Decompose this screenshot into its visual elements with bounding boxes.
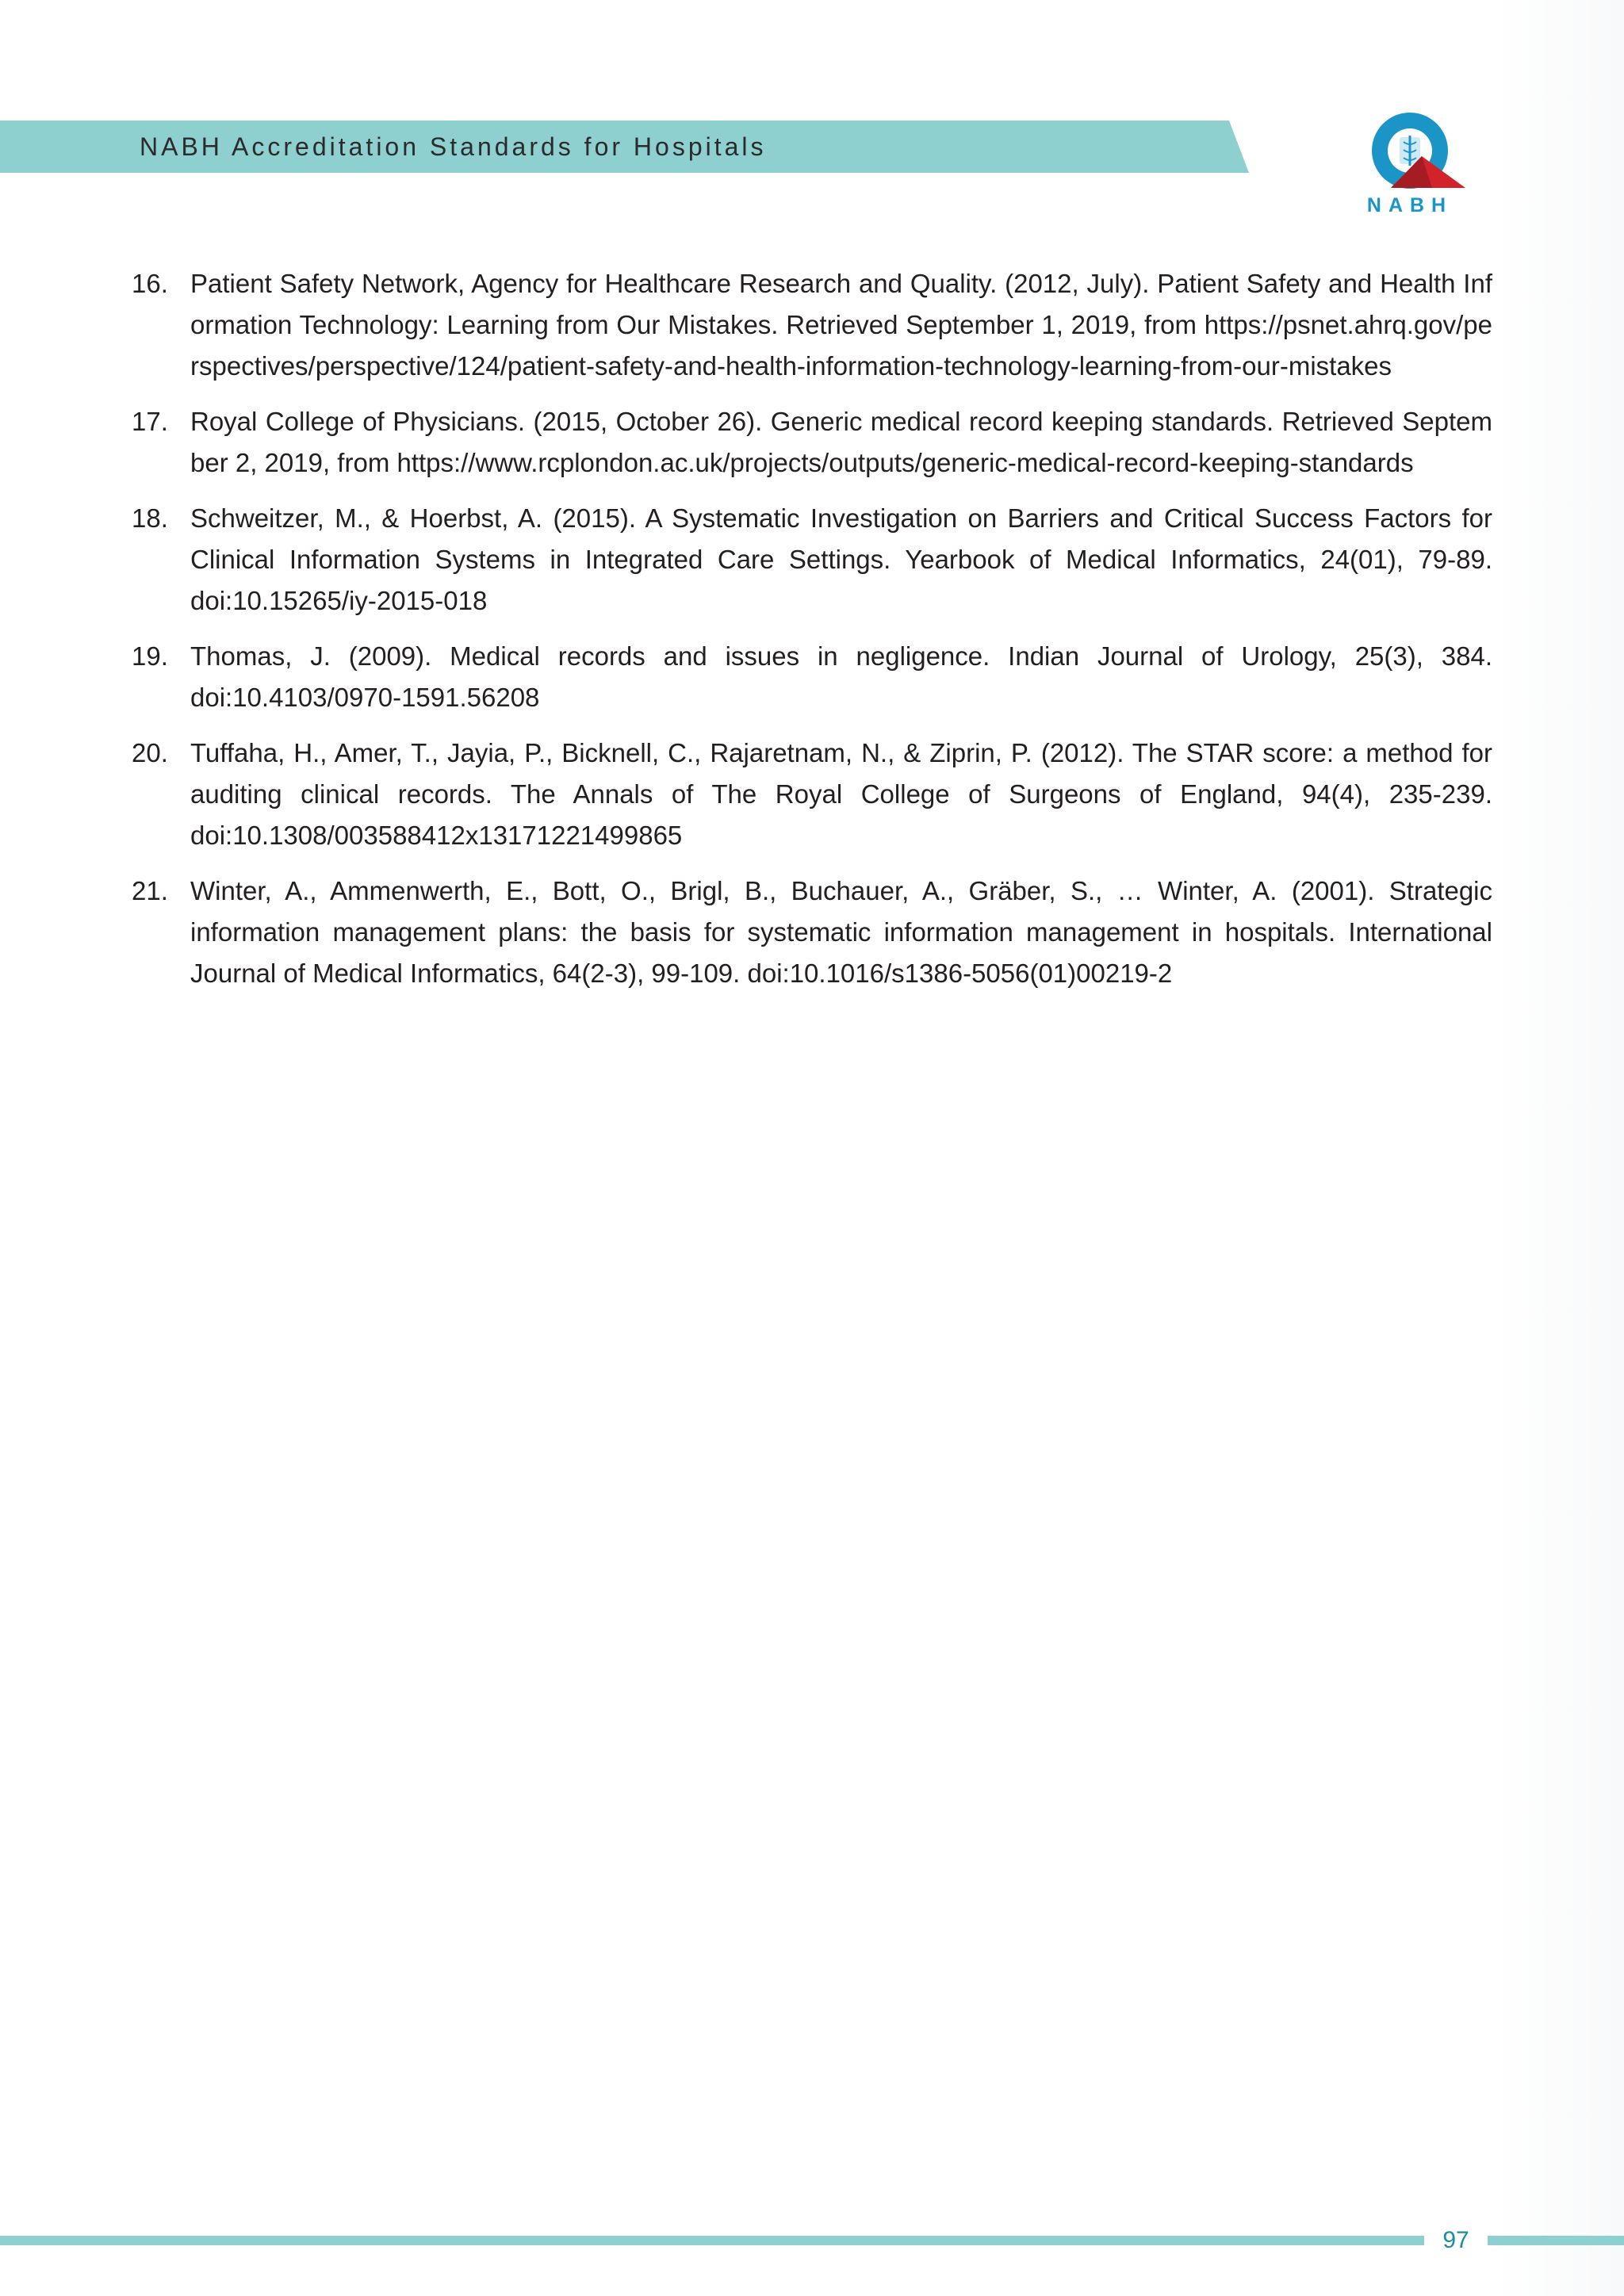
reference-text: Winter, A., Ammenwerth, E., Bott, O., Brigl, B., Buchauer, A., Gräber, S., … Winter, A. (2001). Strategic information management plans: the basis for systematic information management in hospitals. International Journal of Medical Informatics, 64(2-3), 99-109. doi:10.1016/s1386-5056(01)00219-2: [190, 876, 1492, 988]
reference-number: 20.: [132, 738, 168, 767]
reference-number: 16.: [132, 269, 168, 298]
reference-text: Thomas, J. (2009). Medical records and issues in negligence. Indian Journal of Urology, 25(3), 384. doi:10.4103/0970-1591.56208: [190, 641, 1492, 712]
reference-text: Tuffaha, H., Amer, T., Jayia, P., Bicknell, C., Rajaretnam, N., & Ziprin, P. (2012). The STAR score: a method for auditing clinical records. The Annals of The Royal College of Surgeons of England, 94(4), 235-239. doi:10.1308/003588412x13171221499865: [190, 738, 1492, 850]
page-number: 97: [1442, 2227, 1469, 2253]
reference-list: [132, 263, 1492, 1008]
reference-number: 17.: [132, 407, 168, 436]
reference-item: [132, 401, 1492, 484]
reference-number: 21.: [132, 876, 168, 905]
nabh-logo: [1339, 107, 1481, 226]
reference-text: Patient Safety Network, Agency for Healthcare Research and Quality. (2012, July). Patient Safety and Health Information Technology: Learning from Our Mistakes. Retrieved September 1, 2019, from https://psnet.ahrq.gov/perspectives/perspective/124/patient-safety-and-health-information-technology-learning-from-our-mistakes: [190, 269, 1492, 381]
reference-item: [132, 263, 1492, 387]
running-header-title: NABH Accreditation Standards for Hospitals: [140, 132, 767, 161]
reference-item: [132, 733, 1492, 856]
reference-number: 19.: [132, 641, 168, 671]
reference-number: 18.: [132, 503, 168, 533]
reference-item: [132, 498, 1492, 622]
logo-wordmark: NABH: [1366, 194, 1454, 216]
reference-text: Schweitzer, M., & Hoerbst, A. (2015). A Systematic Investigation on Barriers and Critical Success Factors for Clinical Information Systems in Integrated Care Settings. Yearbook of Medical Informatics, 24(01), 79-89. doi:10.15265/iy-2015-018: [190, 503, 1492, 615]
reference-text: Royal College of Physicians. (2015, October 26). Generic medical record keeping standards. Retrieved September 2, 2019, from https://www.rcplondon.ac.uk/projects/outputs/generic-medical-record-keeping-standards: [190, 407, 1492, 477]
reference-item: [132, 636, 1492, 718]
reference-item: [132, 871, 1492, 994]
footer-rule-left: [0, 2236, 1424, 2245]
footer-rule-right: [1488, 2236, 1624, 2245]
